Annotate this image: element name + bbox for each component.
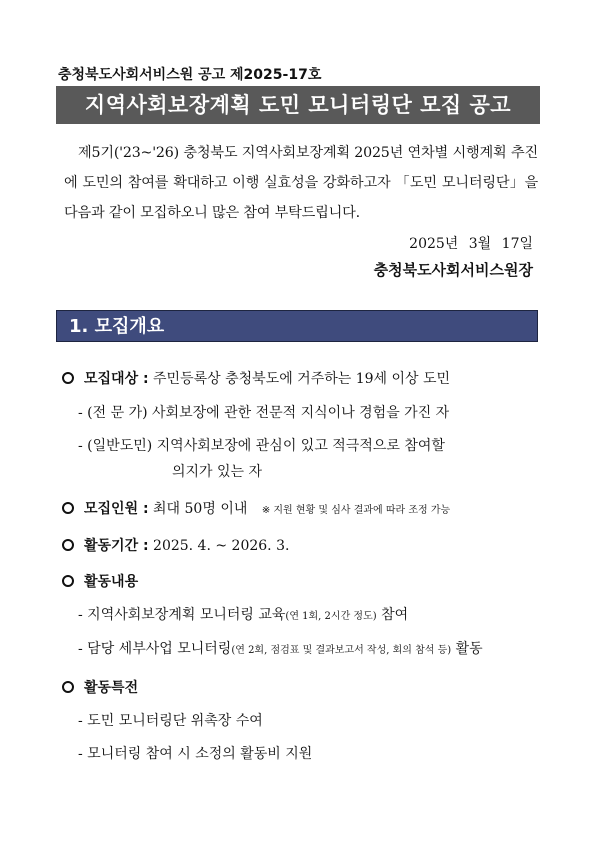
benefits-row (62, 677, 138, 697)
intro-line-3: 모니터링단」을 다음과 같이 모집하오니 많은 참여 부탁드립니다. (64, 175, 538, 221)
activity-item-1-tail: 참여 (376, 607, 409, 623)
count-row (62, 498, 450, 518)
period-value: 2025. 4. ~ 2026. 3. (153, 538, 290, 554)
activity-label: 활동내용 (84, 574, 139, 590)
benefit-item-1: - 도민 모니터링단 위촉장 수여 (78, 713, 263, 729)
activity-item-2 (78, 638, 483, 658)
circle-bullet-icon (62, 575, 74, 587)
intro-line-2: 추진에 도민의 참여를 확대하고 이행 실효성을 강화하고자 「도민 (64, 145, 538, 191)
target-general: - (일반도민) 지역사회보장에 관심이 있고 적극적으로 참여할 (78, 438, 445, 454)
benefit-item-2: - 모니터링 참여 시 소정의 활동비 지원 (78, 746, 313, 762)
activity-row (62, 571, 138, 591)
period-label: 활동기간 : (84, 538, 149, 554)
activity-item-1-detail: (연 1회, 2시간 정도) (285, 611, 377, 622)
page-title: 지역사회보장계획 도민 모니터링단 모집 공고 (56, 86, 540, 124)
intro-line-1: 제5기('23~'26) 충청북도 지역사회보장계획 2025년 연차별 시행계획 (78, 145, 507, 161)
activity-item-2-tail: 활동 (451, 641, 483, 657)
intro-paragraph (64, 138, 538, 228)
target-label: 모집대상 : (84, 371, 149, 387)
notice-number: 충청북도사회서비스원 공고 제2025-17호 (58, 67, 322, 83)
circle-bullet-icon (62, 539, 74, 551)
issuer-name: 충청북도사회서비스원장 (373, 261, 533, 279)
target-general-cont: 의지가 있는 자 (172, 464, 263, 480)
activity-item-2-detail: (연 2회, 점검표 및 결과보고서 작성, 회의 참석 등) (231, 645, 452, 656)
benefits-label: 활동특전 (84, 680, 139, 696)
circle-bullet-icon (62, 502, 74, 514)
target-expert: - (전 문 가) 사회보장에 관한 전문적 지식이나 경험을 가진 자 (78, 405, 450, 421)
activity-item-2-text: - 담당 세부사업 모니터링 (78, 641, 232, 657)
period-row (62, 535, 289, 555)
circle-bullet-icon (62, 681, 74, 693)
circle-bullet-icon (62, 372, 74, 384)
count-note: ※ 지원 현황 및 심사 결과에 따라 조정 가능 (261, 505, 451, 516)
activity-item-1 (78, 604, 408, 624)
notice-date: 2025년 3월 17일 (409, 236, 533, 252)
target-row (62, 368, 450, 388)
count-value: 최대 50명 이내 (153, 501, 248, 517)
count-label: 모집인원 : (84, 501, 149, 517)
target-value: 주민등록상 충청북도에 거주하는 19세 이상 도민 (153, 371, 451, 387)
activity-item-1-text: - 지역사회보장계획 모니터링 교육 (78, 607, 286, 623)
section-title: 1. 모집개요 (56, 310, 538, 342)
